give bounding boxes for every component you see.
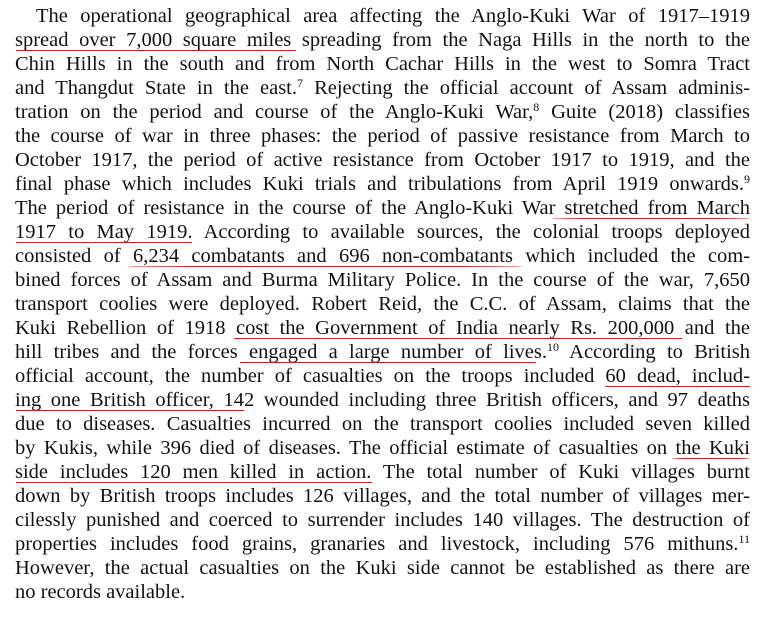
text-line-14: Kuki Rebellion of 1918 cost the Government of India nearly Rs. 200,000 and the [15,317,750,339]
text-line-9: The period of resistance in the course of the Anglo-Kuki War stretched from March [15,197,750,219]
text-line-13: transport coolies were deployed. Robert Reid, the C.C. of Assam, claims that the [15,293,750,315]
text-line-10: 1917 to May 1919. According to available sources, the colonial troops deployed [15,221,750,243]
footnote-ref-8: 8 [533,100,540,114]
text-line-23 [15,532,750,556]
red-underline-kuki [672,458,750,459]
text-line-15-part-b: According to British [559,341,751,363]
red-underline-60-dead [605,386,750,387]
footnote-ref-11: 11 [738,532,750,546]
text-line-20: side includes 120 men killed in action. The total number of Kuki villages burnt [15,461,750,483]
text-line-17: ing one British officer, 142 wounded including three British officers, and 97 deaths [15,389,750,411]
text-line-11: consisted of 6,234 combatants and 696 non-combatants which included the com- [15,245,750,267]
text-line-4-part-b: Rejecting the official account of Assam adminis- [303,77,750,99]
text-line-6: the course of war in three phases: the period of passive resistance from March to [15,125,750,147]
red-underline-cost-of-rebellion [234,338,682,339]
footnote-ref-7: 7 [297,76,304,90]
footnote-ref-10: 10 [547,340,559,354]
text-line-23-part-a: properties includes food grains, granaries and livestock, including 576 mithuns. [15,533,739,555]
text-line-5 [15,100,750,124]
text-line-4-part-a: and Thangdut State in the east. [15,77,298,99]
text-line-7: October 1917, the period of active resistance from October 1917 to 1919, and the [15,149,750,171]
text-line-24: However, the actual casualties on the Kuki side cannot be established as there are [15,557,750,579]
red-underline-combatants [127,266,523,267]
text-line-4 [15,76,750,100]
red-underline-one-british-officer [16,410,244,411]
red-underline-7000-square-miles [16,50,296,51]
text-line-5-part-b: Guite (2018) classifies [539,101,750,123]
text-line-3: Chin Hills in the south and from North Cachar Hills in the west to Somra Tract [15,53,750,75]
text-line-18: due to diseases. Casualties incurred on the transport coolies included seven killed [15,413,750,435]
red-underline-stretched-from-march [552,218,750,219]
text-line-16: official account, the number of casualties on the troops included 60 dead, includ- [15,365,750,387]
text-line-19: by Kukis, while 396 died of diseases. The official estimate of casualties on the Kuki [15,437,750,459]
red-underline-120-men-killed [16,482,372,483]
red-underline-1917-to-may-1919 [16,242,192,243]
text-line-15 [15,340,750,364]
text-line-2: spread over 7,000 square miles spreading from the Naga Hills in the north to the [15,29,750,51]
text-line-8 [15,172,750,196]
text-line-21: down by British troops includes 126 villages, and the total number of villages mer- [15,485,750,507]
text-line-15-part-a: hill tribes and the forces engaged a large number of lives. [15,341,547,363]
footnote-ref-9: 9 [744,172,750,186]
text-line-5-part-a: tration on the period and course of the Anglo-Kuki War, [15,101,534,123]
text-line-8-part-a: final phase which includes Kuki trials and tribulations from April 1919 onwards. [15,173,744,195]
text-line-1: The operational geographical area affecting the Anglo-Kuki War of 1917–1919 [36,5,750,27]
text-line-22: cilessly punished and coerced to surrender includes 140 villages. The destruction of [15,509,750,531]
text-line-25: no records available. [15,581,186,603]
text-line-12: bined forces of Assam and Burma Military Police. In the course of the war, 7,650 [15,269,750,291]
red-underline-engaged-lives [240,362,536,363]
